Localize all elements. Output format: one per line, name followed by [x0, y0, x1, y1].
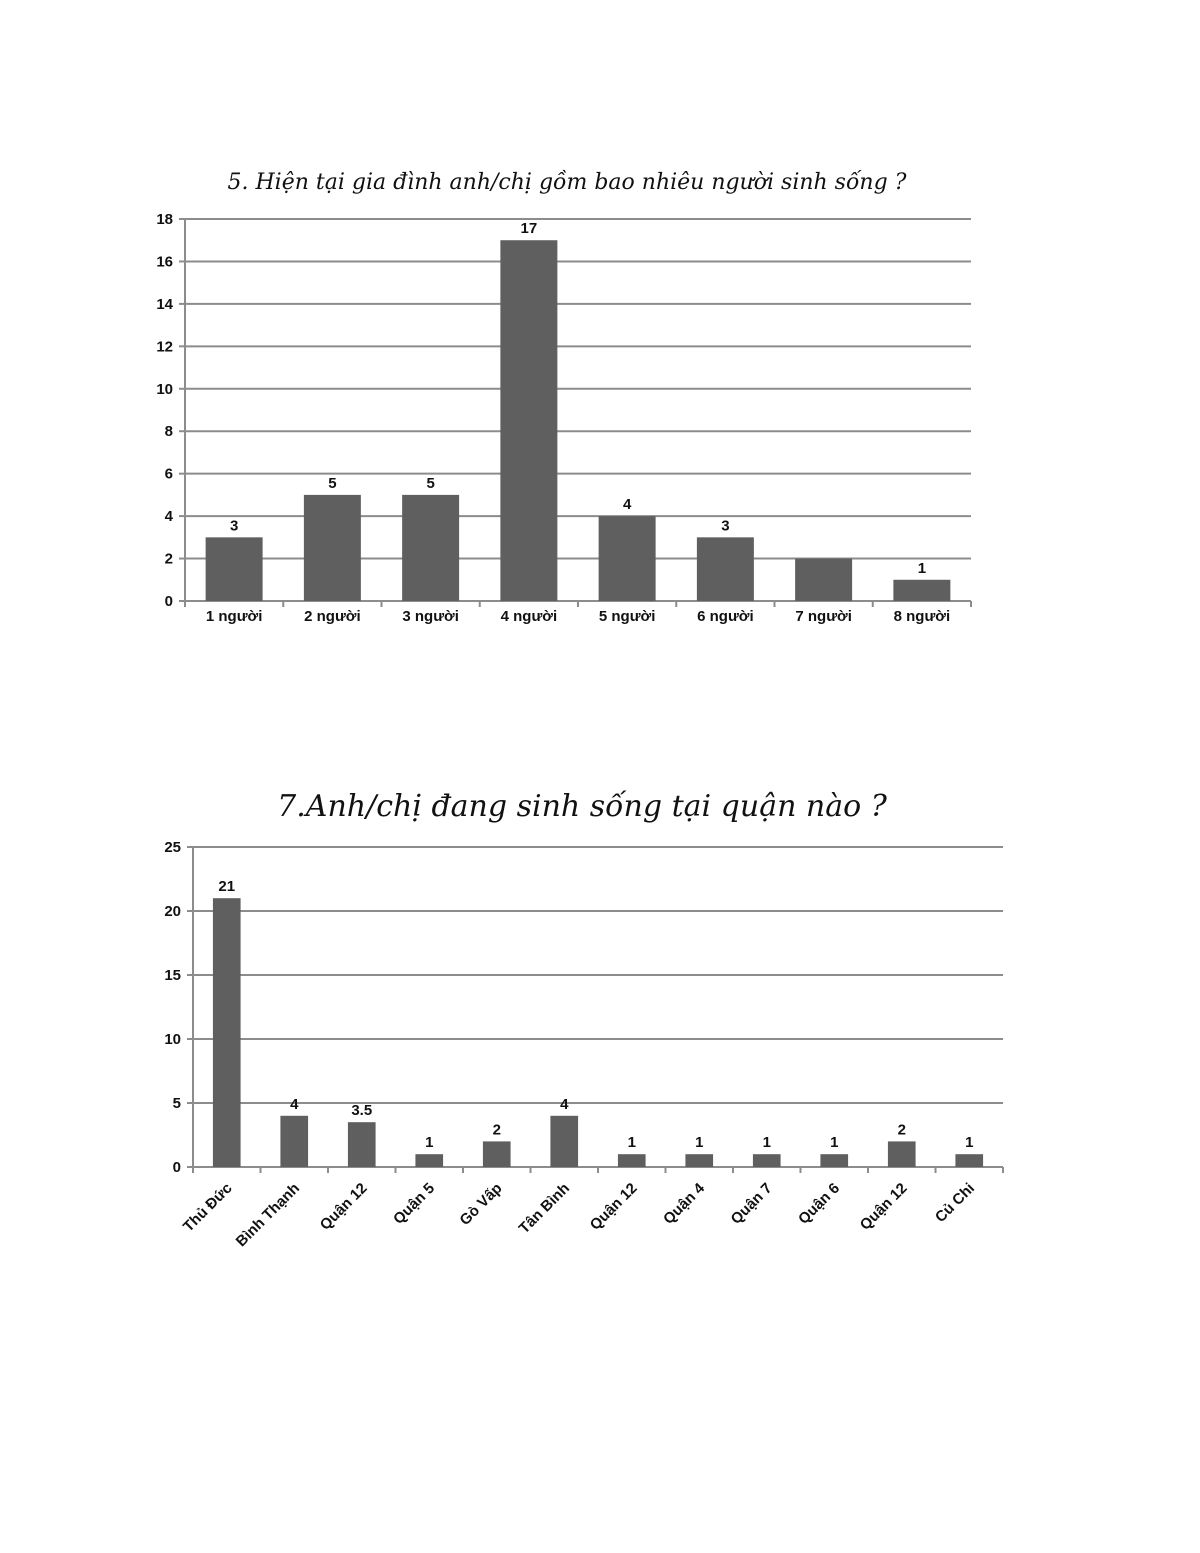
chart2-category-label: Thủ Đức — [179, 1179, 236, 1236]
chart2-category-label: Tân Bình — [515, 1179, 574, 1238]
chart1-category-label: 4 người — [500, 608, 558, 625]
chart1-ytick-label: 12 — [156, 338, 173, 356]
chart1-category-label: 1 người — [205, 608, 263, 625]
chart1-plot — [156, 211, 971, 625]
chart1-data-label: 17 — [520, 220, 538, 238]
chart2-category-label: Quận 7 — [727, 1179, 776, 1228]
chart2-bar — [955, 1154, 983, 1167]
chart1-title: 5. Hiện tại gia đình anh/chị gồm bao nhiêu người sinh sống ? — [227, 170, 907, 195]
chart2-category-label: Bình Thạnh — [232, 1179, 304, 1251]
chart1-bar — [893, 580, 950, 601]
chart2-category-label: Quận 4 — [660, 1179, 709, 1228]
chart1-ytick-label: 0 — [164, 593, 173, 610]
chart1-category-label: 7 người — [795, 608, 852, 625]
chart1-bar — [206, 537, 263, 601]
chart1-ytick-label: 10 — [156, 380, 173, 398]
chart2-title: 7.Anh/chị đang sinh sống tại quận nào ? — [277, 789, 887, 824]
chart2-category-label: Quận 12 — [856, 1179, 911, 1234]
chart2-bar — [618, 1154, 646, 1167]
chart2-category-label: Quận 12 — [586, 1179, 641, 1234]
chart2-ytick-label: 20 — [164, 903, 181, 920]
chart1-bar — [500, 240, 557, 601]
chart2-data-label: 1 — [425, 1134, 434, 1152]
chart1-bar — [402, 495, 459, 601]
chart2-data-label: 1 — [965, 1134, 974, 1152]
chart1-data-label: 3 — [721, 517, 730, 535]
chart2-bar — [820, 1154, 848, 1167]
chart1-ytick-label: 2 — [164, 550, 173, 568]
chart1-category-label: 3 người — [402, 608, 459, 625]
chart1-bar — [304, 495, 361, 601]
chart1-bar — [697, 537, 754, 601]
chart1-ytick-label: 14 — [156, 295, 173, 313]
chart2-plot — [164, 839, 1003, 1250]
chart2-data-label: 1 — [830, 1134, 839, 1152]
chart2-category-label: Gò Vấp — [456, 1179, 506, 1229]
chart1-category-label: 8 người — [893, 608, 951, 625]
chart1-data-label: 4 — [622, 496, 632, 514]
chart2-bar — [888, 1141, 916, 1167]
chart2-ytick-label: 0 — [172, 1159, 181, 1176]
chart2-category-label: Quận 6 — [795, 1179, 844, 1228]
chart2-category-label: Củ Chi — [931, 1179, 979, 1227]
chart1-data-label: 5 — [328, 474, 337, 492]
chart2-ytick-label: 5 — [172, 1095, 181, 1112]
chart2-ytick-label: 25 — [164, 839, 181, 856]
chart2-data-label: 1 — [695, 1134, 704, 1152]
chart1-data-label: 1 — [917, 559, 927, 577]
chart1-ytick-label: 18 — [156, 211, 173, 228]
chart1-data-label: 3 — [229, 517, 239, 535]
chart2-bar — [415, 1154, 443, 1167]
chart2-data-label: 1 — [762, 1134, 771, 1152]
chart1-bar — [795, 559, 852, 601]
chart2-bar — [550, 1116, 578, 1167]
chart2-data-label: 2 — [492, 1121, 501, 1139]
chart1-category-label: 2 người — [304, 608, 361, 625]
chart2-bar — [213, 898, 241, 1167]
chart2-bar — [280, 1116, 308, 1167]
chart1-ytick-label: 6 — [164, 465, 173, 483]
chart1-data-label: 5 — [426, 474, 435, 492]
chart1-ytick-label: 4 — [164, 508, 173, 526]
chart2-data-label: 2 — [897, 1121, 906, 1139]
chart2-bar — [483, 1141, 511, 1167]
chart2-data-label: 4 — [560, 1095, 569, 1113]
chart2-bar — [348, 1122, 376, 1167]
chart2-ytick-label: 10 — [164, 1031, 181, 1048]
chart1-category-label: 5 người — [598, 608, 656, 625]
chart2-category-label: Quận 12 — [316, 1179, 371, 1234]
chart2-data-label: 1 — [627, 1134, 636, 1152]
chart2-data-label: 4 — [290, 1095, 299, 1113]
chart2-bar — [685, 1154, 713, 1167]
chart2-data-label: 3.5 — [351, 1102, 373, 1120]
chart2-bar — [753, 1154, 781, 1167]
chart2-data-label: 21 — [218, 878, 236, 896]
chart1-bar — [599, 516, 656, 601]
chart1-category-label: 6 người — [697, 608, 754, 625]
chart2-ytick-label: 15 — [164, 967, 181, 984]
chart1-ytick-label: 16 — [156, 253, 173, 271]
chart1-ytick-label: 8 — [164, 423, 173, 441]
chart2-category-label: Quận 5 — [390, 1179, 439, 1228]
